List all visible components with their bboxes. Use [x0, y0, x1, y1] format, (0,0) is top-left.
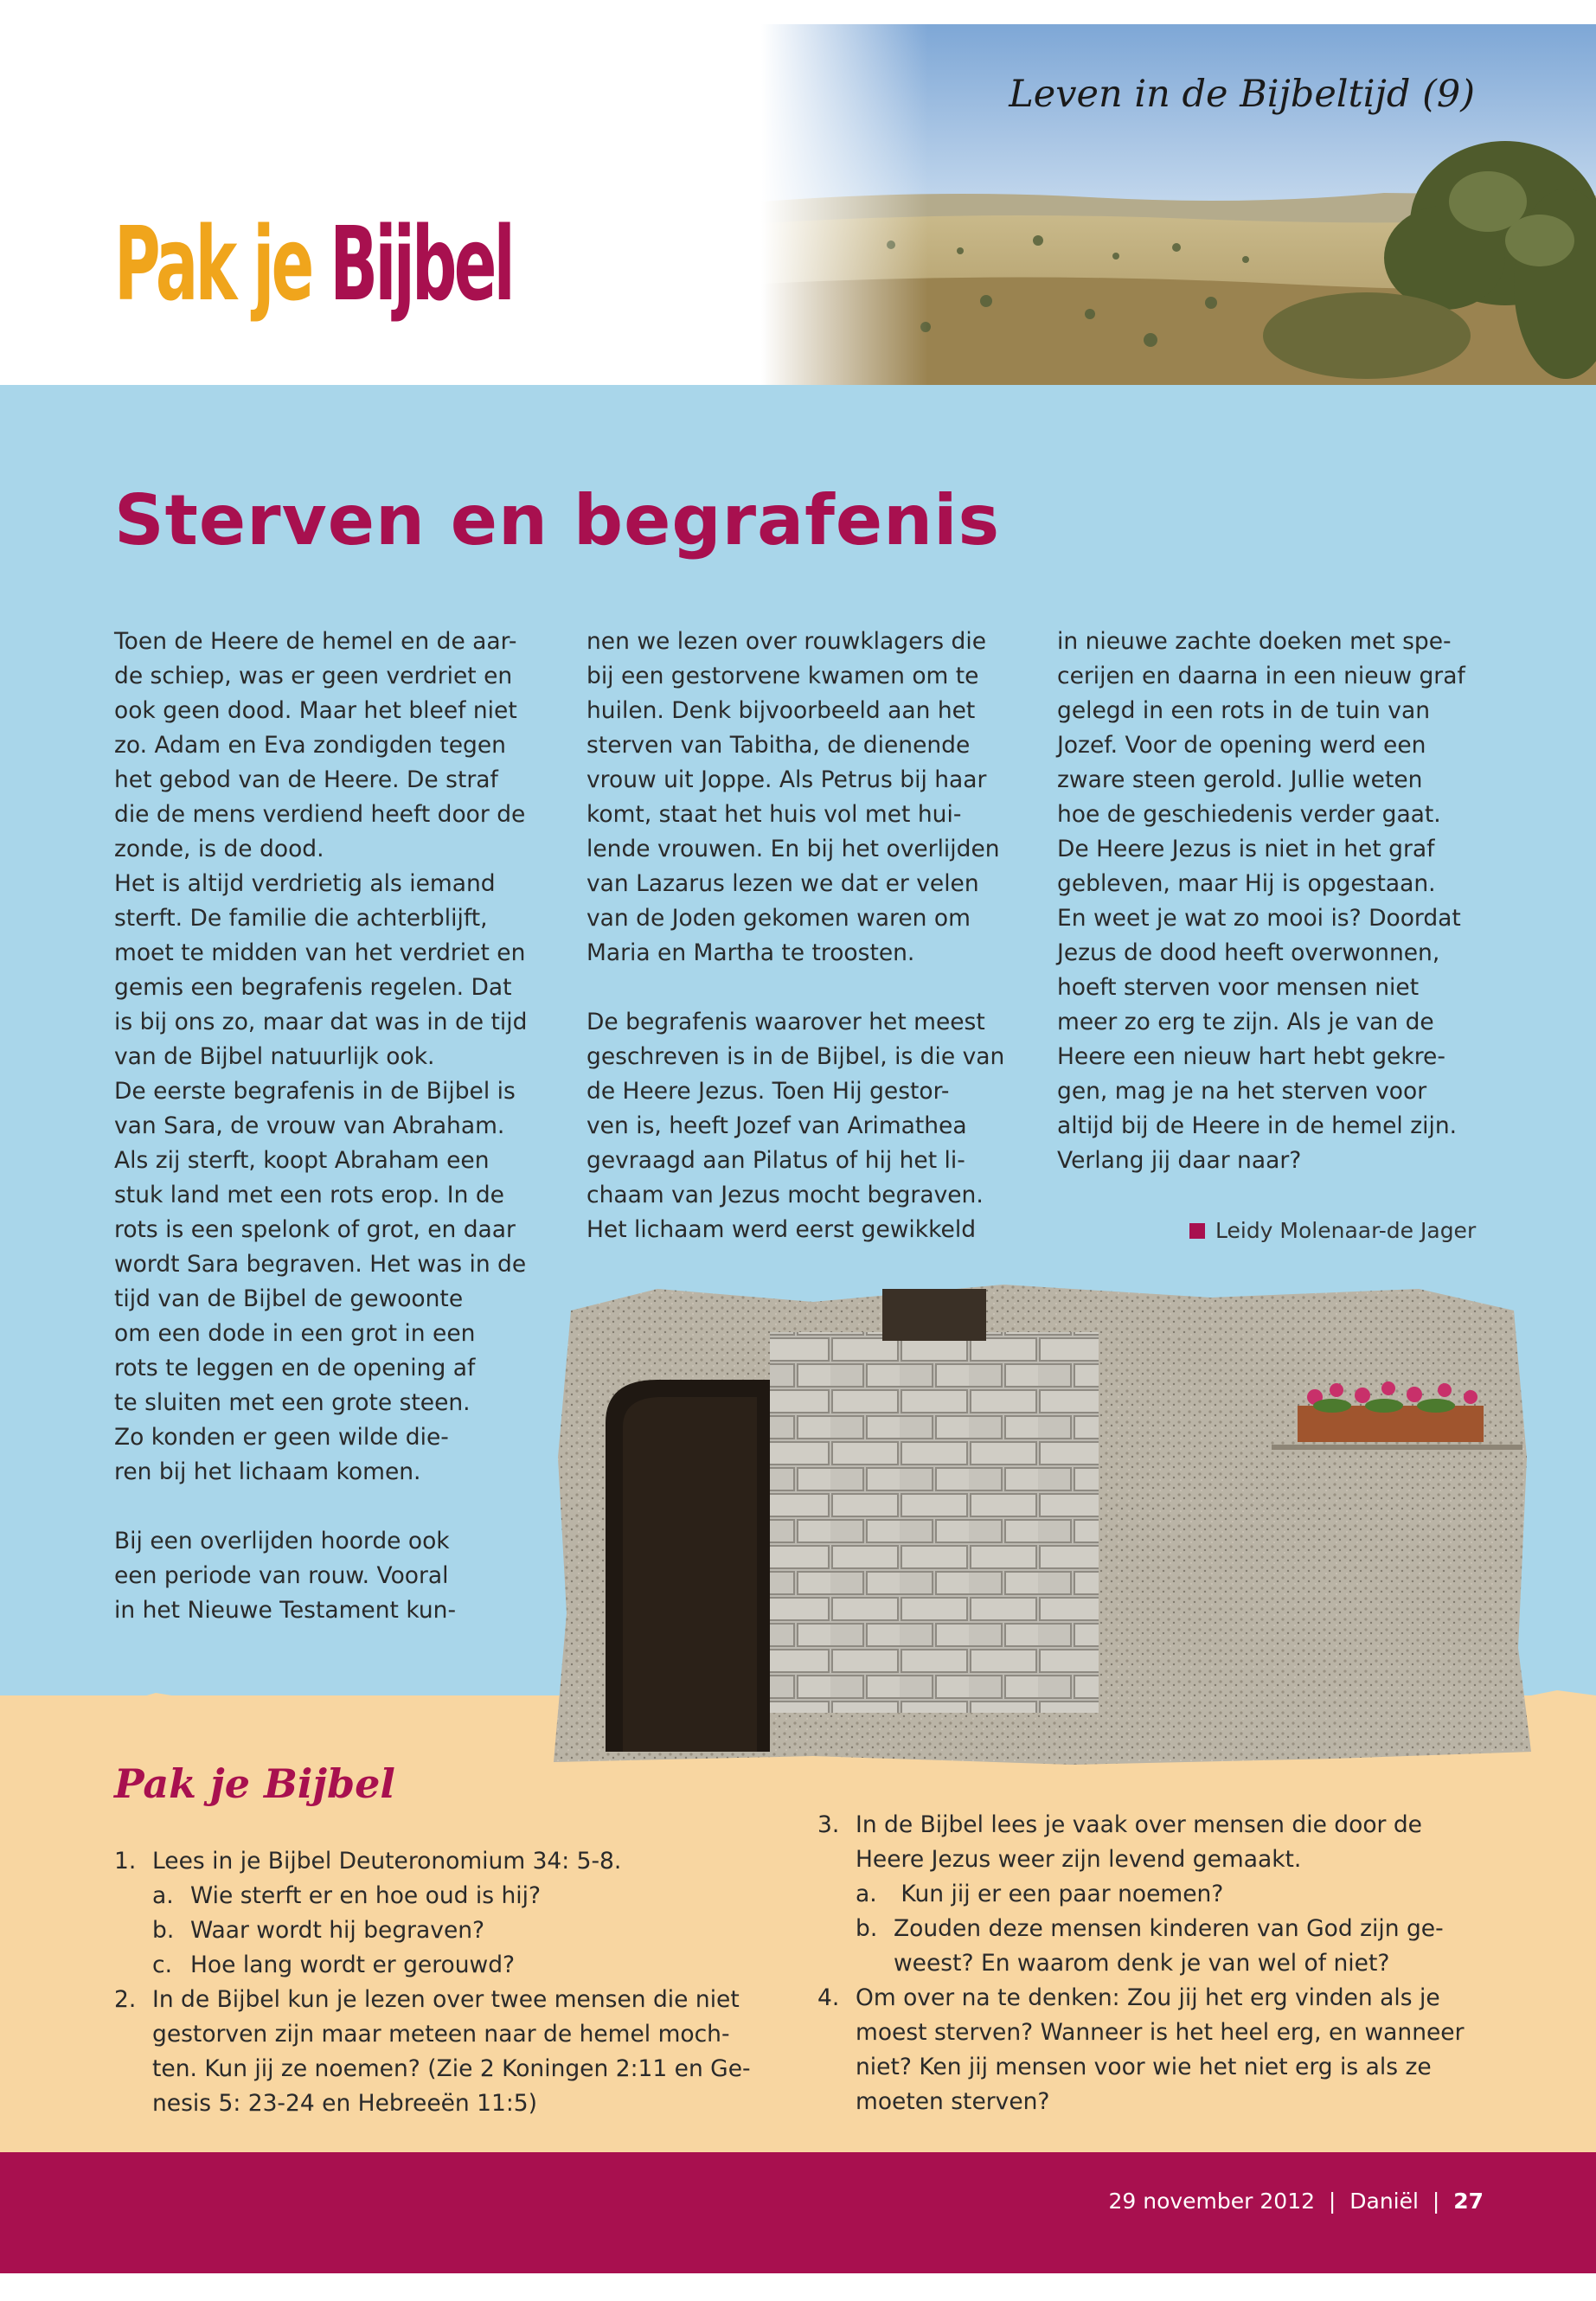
- text-line: hoe de geschiedenis verder gaat.: [1057, 801, 1441, 828]
- text-line: Jezus de dood heeft overwonnen,: [1057, 939, 1440, 966]
- text-line: moet te midden van het verdriet en: [114, 939, 526, 966]
- text-line: stuk land met een rots erop. In de: [114, 1182, 504, 1208]
- page-header: [0, 0, 1596, 385]
- quiz-title: Pak je Bijbel: [114, 1760, 395, 1807]
- quiz-question-1a: a. Wie sterft er en hoe oud is hij?: [152, 1882, 542, 1909]
- text-line: zware steen gerold. Jullie weten: [1057, 766, 1423, 793]
- text-line: gebleven, maar Hij is opgestaan.: [1057, 870, 1436, 897]
- quiz-question-4: 4. Om over na te denken: Zou jij het erg vinden als je moest sterven? Wanneer is het heel erg, en wanneer niet? Ken jij mensen voor wie het niet erg is als ze moeten sterven?: [817, 1981, 1465, 2119]
- text-line: altijd bij de Heere in de hemel zijn.: [1057, 1112, 1458, 1139]
- text-line: Het is altijd verdrietig als iemand: [114, 870, 496, 897]
- text-line: Heere Jezus weer zijn levend gemaakt.: [856, 1846, 1302, 1873]
- text-line: nen we lezen over rouwklagers die: [586, 628, 987, 655]
- footer-info: [1108, 2189, 1484, 2214]
- text-line: Zouden deze mensen kinderen van God zijn ge-: [894, 1915, 1444, 1942]
- author-credit: [1189, 1218, 1476, 1243]
- footer-separator-1: |: [1328, 2189, 1336, 2214]
- text-line: te sluiten met een grote steen.: [114, 1389, 471, 1416]
- text-line: In de Bijbel kun je lezen over twee mensen die niet: [152, 1986, 740, 2013]
- text-line: [586, 971, 1004, 1005]
- text-line: huilen. Denk bijvoorbeeld aan het: [586, 697, 976, 724]
- text-line: om een dode in een grot in een: [114, 1320, 476, 1347]
- text-line: ook geen dood. Maar het bleef niet: [114, 697, 517, 724]
- text-line: ten. Kun jij ze noemen? (Zie 2 Koningen 2:11 en Ge-: [152, 2055, 751, 2082]
- text-line: gen, mag je na het sterven voor: [1057, 1078, 1427, 1105]
- text-line: cerijen en daarna in een nieuw graf: [1057, 663, 1465, 689]
- text-line: een periode van rouw. Vooral: [114, 1562, 449, 1589]
- text-line: Jozef. Voor de opening werd een: [1057, 732, 1426, 759]
- author-name: Leidy Molenaar-de Jager: [1215, 1218, 1477, 1243]
- text-line: Bij een overlijden hoorde ook: [114, 1528, 450, 1554]
- text-line: wordt Sara begraven. Het was in de: [114, 1251, 527, 1278]
- text-line: zonde, is de dood.: [114, 836, 324, 862]
- article-title: Sterven en begrafenis: [114, 480, 1001, 561]
- text-line: nesis 5: 23-24 en Hebreeën 11:5): [152, 2090, 538, 2117]
- text-line: weest? En waarom denk je van wel of niet?: [894, 1950, 1390, 1977]
- text-line: vrouw uit Joppe. Als Petrus bij haar: [586, 766, 987, 793]
- text-line: gevraagd aan Pilatus of hij het li-: [586, 1147, 965, 1174]
- text-line: ven is, heeft Jozef van Arimathea: [586, 1112, 967, 1139]
- page-number: 27: [1453, 2189, 1484, 2214]
- text-line: De eerste begrafenis in de Bijbel is: [114, 1078, 516, 1105]
- text-line: Zo konden er geen wilde die-: [114, 1424, 449, 1451]
- text-line: geschreven is in de Bijbel, is die van: [586, 1043, 1005, 1070]
- series-title: Leven in de Bijbeltijd (9): [1009, 73, 1475, 116]
- author-square-icon: [1189, 1223, 1205, 1239]
- logo-word-pak-je: Pak je: [114, 204, 311, 324]
- text-line: die de mens verdiend heeft door de: [114, 801, 526, 828]
- quiz-column-right: [817, 1808, 1465, 2119]
- text-line: het gebod van de Heere. De straf: [114, 766, 498, 793]
- text-line: ren bij het lichaam komen.: [114, 1458, 421, 1485]
- text-line: gestorven zijn maar meteen naar de hemel moch-: [152, 2021, 730, 2048]
- text-line: in nieuwe zachte doeken met spe-: [1057, 628, 1452, 655]
- text-line: meer zo erg te zijn. Als je van de: [1057, 1009, 1434, 1035]
- text-line: in het Nieuwe Testament kun-: [114, 1597, 457, 1624]
- quiz-question-3a: a. Kun jij er een paar noemen?: [856, 1881, 1224, 1907]
- pak-je-bijbel-logo: [114, 204, 512, 324]
- text-line: moeten sterven?: [856, 2088, 1050, 2115]
- quiz-question-1: 1. Lees in je Bijbel Deuteronomium 34: 5-8.: [114, 1848, 622, 1875]
- text-line: rots te leggen en de opening af: [114, 1355, 476, 1381]
- text-line: van Sara, de vrouw van Abraham.: [114, 1112, 505, 1139]
- quiz-question-3b: b. Zouden deze mensen kinderen van God zijn ge- weest? En waarom denk je van wel of niet?: [817, 1912, 1465, 1981]
- quiz-question-1c: c. Hoe lang wordt er gerouwd?: [152, 1952, 516, 1978]
- text-line: van Lazarus lezen we dat er velen: [586, 870, 979, 897]
- footer-separator-2: |: [1432, 2189, 1440, 2214]
- text-line: de schiep, was er geen verdriet en: [114, 663, 513, 689]
- text-line: Het lichaam werd eerst gewikkeld: [586, 1216, 977, 1243]
- text-line: van de Bijbel natuurlijk ook.: [114, 1043, 435, 1070]
- tomb-photo: [554, 1285, 1531, 1769]
- text-line: Toen de Heere de hemel en de aar-: [114, 628, 517, 655]
- article-column-3: [1057, 625, 1465, 1178]
- text-line: tijd van de Bijbel de gewoonte: [114, 1285, 464, 1312]
- text-line: In de Bijbel lees je vaak over mensen die door de: [856, 1811, 1422, 1838]
- text-line: zo. Adam en Eva zondigden tegen: [114, 732, 506, 759]
- text-line: Verlang jij daar naar?: [1057, 1147, 1302, 1174]
- text-line: De Heere Jezus is niet in het graf: [1057, 836, 1435, 862]
- footer-magazine: Daniël: [1349, 2189, 1419, 2214]
- text-line: chaam van Jezus mocht begraven.: [586, 1182, 984, 1208]
- text-line: komt, staat het huis vol met hui-: [586, 801, 962, 828]
- text-line: En weet je wat zo mooi is? Doordat: [1057, 905, 1461, 932]
- text-line: De begrafenis waarover het meest: [586, 1009, 985, 1035]
- footer-date: 29 november 2012: [1108, 2189, 1316, 2214]
- text-line: sterven van Tabitha, de dienende: [586, 732, 971, 759]
- text-line: sterft. De familie die achterblijft,: [114, 905, 488, 932]
- text-line: niet? Ken jij mensen voor wie het niet erg is als ze: [856, 2054, 1432, 2080]
- text-line: lende vrouwen. En bij het overlijden: [586, 836, 1000, 862]
- text-line: van de Joden gekomen waren om: [586, 905, 971, 932]
- text-line: moest sterven? Wanneer is het heel erg, en wanneer: [856, 2019, 1465, 2046]
- text-line: Heere een nieuw hart hebt gekre-: [1057, 1043, 1445, 1070]
- quiz-question-2: 2. In de Bijbel kun je lezen over twee mensen die niet gestorven zijn maar meteen naar de hemel moch- ten. Kun jij ze noemen? (Zie 2 Koningen 2:11 en Ge- nesis 5: 23-24 en Hebreeën 11:5): [114, 1983, 751, 2121]
- text-line: gelegd in een rots in de tuin van: [1057, 697, 1431, 724]
- quiz-question-1b: b. Waar wordt hij begraven?: [152, 1917, 485, 1944]
- quiz-column-left: [114, 1844, 751, 2121]
- article-column-2: [586, 625, 1004, 1247]
- text-line: Als zij sterft, koopt Abraham een: [114, 1147, 490, 1174]
- text-line: [114, 1490, 527, 1524]
- text-line: de Heere Jezus. Toen Hij gestor-: [586, 1078, 950, 1105]
- logo-word-bijbel: Bijbel: [330, 204, 512, 324]
- text-line: bij een gestorvene kwamen om te: [586, 663, 979, 689]
- text-line: gemis een begrafenis regelen. Dat: [114, 974, 512, 1001]
- text-line: Maria en Martha te troosten.: [586, 939, 915, 966]
- text-line: hoeft sterven voor mensen niet: [1057, 974, 1420, 1001]
- quiz-question-3: 3. In de Bijbel lees je vaak over mensen die door de Heere Jezus weer zijn levend gemaakt.: [817, 1808, 1465, 1877]
- text-line: is bij ons zo, maar dat was in de tijd: [114, 1009, 528, 1035]
- text-line: Om over na te denken: Zou jij het erg vinden als je: [856, 1984, 1440, 2011]
- text-line: rots is een spelonk of grot, en daar: [114, 1216, 516, 1243]
- article-column-1: [114, 625, 527, 1628]
